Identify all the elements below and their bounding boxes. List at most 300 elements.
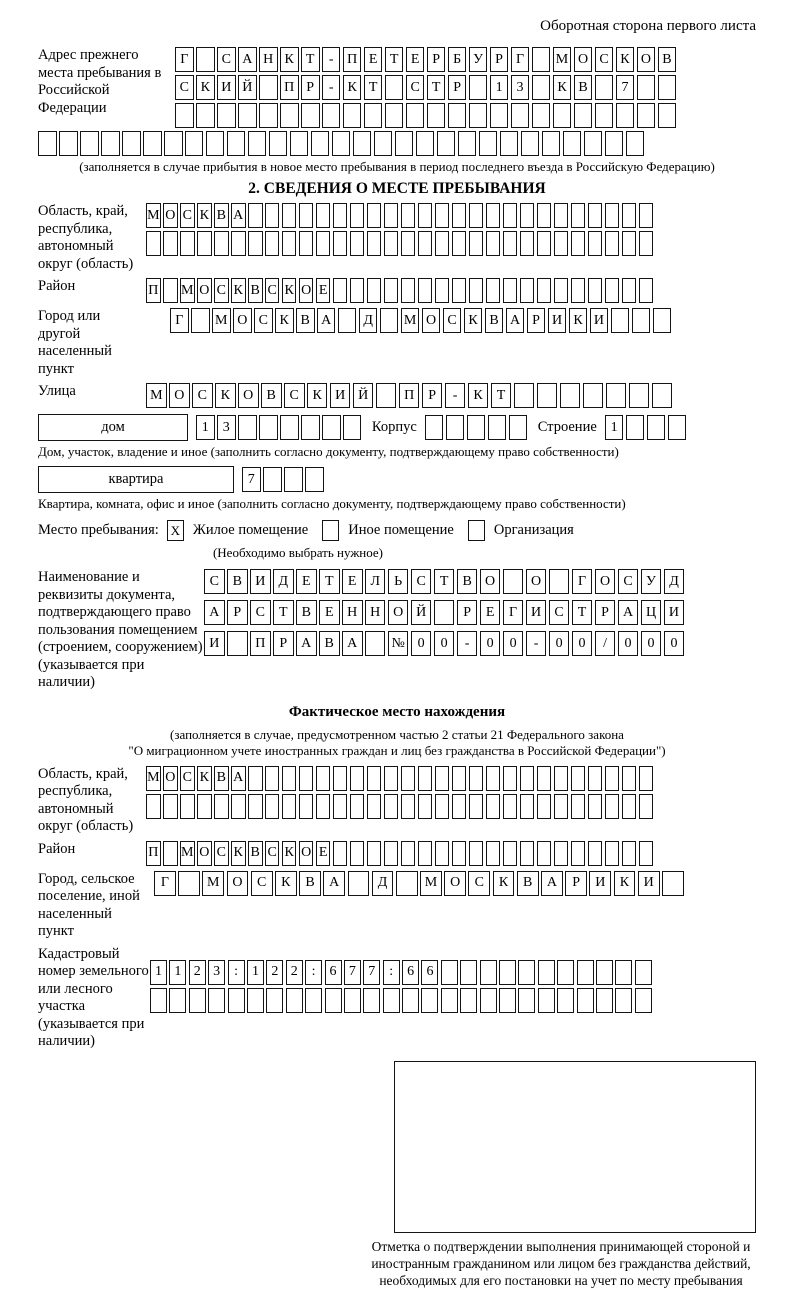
char-box[interactable] [647, 415, 666, 440]
char-box[interactable] [350, 841, 365, 866]
char-box[interactable]: С [214, 841, 229, 866]
char-box[interactable] [421, 988, 438, 1013]
char-box[interactable] [639, 766, 654, 791]
char-box[interactable]: С [180, 766, 195, 791]
char-box[interactable]: - [457, 631, 478, 656]
char-box[interactable] [238, 415, 257, 440]
char-box[interactable]: Й [411, 600, 432, 625]
char-box[interactable] [503, 231, 518, 256]
char-box[interactable] [299, 203, 314, 228]
char-box[interactable]: К [307, 383, 328, 408]
char-box[interactable] [248, 794, 263, 819]
char-box[interactable]: 1 [605, 415, 624, 440]
char-box[interactable] [384, 794, 399, 819]
char-box[interactable] [622, 841, 637, 866]
char-box[interactable]: О [299, 841, 314, 866]
char-box[interactable] [384, 231, 399, 256]
char-box[interactable]: Р [490, 47, 509, 72]
char-box[interactable]: Е [364, 47, 383, 72]
char-box[interactable] [588, 231, 603, 256]
char-box[interactable]: К [231, 278, 246, 303]
char-box[interactable] [452, 231, 467, 256]
char-box[interactable] [301, 415, 320, 440]
char-box[interactable] [146, 794, 161, 819]
char-box[interactable] [350, 794, 365, 819]
char-box[interactable] [639, 278, 654, 303]
char-box[interactable] [435, 766, 450, 791]
char-box[interactable]: А [317, 308, 336, 333]
char-box[interactable] [401, 231, 416, 256]
char-box[interactable]: В [214, 766, 229, 791]
char-box[interactable]: С [443, 308, 462, 333]
char-box[interactable]: О [388, 600, 409, 625]
char-box[interactable]: 2 [189, 960, 206, 985]
char-box[interactable]: В [517, 871, 539, 896]
char-box[interactable] [626, 415, 645, 440]
char-box[interactable] [282, 766, 297, 791]
char-box[interactable]: 3 [217, 415, 236, 440]
char-box[interactable] [605, 203, 620, 228]
char-box[interactable]: 3 [208, 960, 225, 985]
char-box[interactable] [446, 415, 465, 440]
char-box[interactable]: Т [427, 75, 446, 100]
char-box[interactable] [316, 794, 331, 819]
char-box[interactable] [427, 103, 446, 128]
char-box[interactable] [384, 203, 399, 228]
char-box[interactable] [520, 841, 535, 866]
char-box[interactable] [637, 75, 656, 100]
char-box[interactable]: И [204, 631, 225, 656]
char-box[interactable] [164, 131, 183, 156]
char-box[interactable]: Ц [641, 600, 662, 625]
char-box[interactable] [248, 203, 263, 228]
char-box[interactable]: К [215, 383, 236, 408]
char-box[interactable] [163, 841, 178, 866]
char-box[interactable] [214, 794, 229, 819]
char-box[interactable] [584, 131, 603, 156]
char-box[interactable] [217, 103, 236, 128]
char-box[interactable]: А [506, 308, 525, 333]
char-box[interactable]: 1 [169, 960, 186, 985]
char-box[interactable] [560, 383, 581, 408]
char-box[interactable] [577, 960, 594, 985]
char-box[interactable]: Т [273, 600, 294, 625]
char-box[interactable]: Р [527, 308, 546, 333]
char-box[interactable]: Г [511, 47, 530, 72]
char-box[interactable] [238, 103, 257, 128]
char-box[interactable] [554, 766, 569, 791]
char-box[interactable] [248, 766, 263, 791]
char-box[interactable]: П [399, 383, 420, 408]
char-box[interactable]: И [330, 383, 351, 408]
char-box[interactable] [435, 231, 450, 256]
char-box[interactable]: Т [572, 600, 593, 625]
char-box[interactable] [460, 988, 477, 1013]
char-box[interactable] [629, 383, 650, 408]
char-box[interactable] [639, 231, 654, 256]
char-box[interactable]: К [280, 47, 299, 72]
char-box[interactable] [467, 415, 486, 440]
char-box[interactable] [374, 131, 393, 156]
char-box[interactable] [333, 231, 348, 256]
char-box[interactable] [332, 131, 351, 156]
char-box[interactable] [611, 308, 630, 333]
char-box[interactable]: 7 [344, 960, 361, 985]
char-box[interactable]: С [251, 871, 273, 896]
char-box[interactable]: Т [434, 569, 455, 594]
char-box[interactable] [265, 794, 280, 819]
char-box[interactable]: У [469, 47, 488, 72]
char-box[interactable] [185, 131, 204, 156]
char-box[interactable] [196, 103, 215, 128]
char-box[interactable]: 0 [411, 631, 432, 656]
char-box[interactable] [365, 631, 386, 656]
char-box[interactable] [658, 75, 677, 100]
char-box[interactable] [622, 766, 637, 791]
char-box[interactable] [248, 131, 267, 156]
char-box[interactable] [520, 231, 535, 256]
char-box[interactable] [605, 231, 620, 256]
char-box[interactable]: 7 [363, 960, 380, 985]
char-box[interactable]: : [383, 960, 400, 985]
char-box[interactable] [637, 103, 656, 128]
char-box[interactable]: С [468, 871, 490, 896]
char-box[interactable] [299, 231, 314, 256]
char-box[interactable]: : [228, 960, 245, 985]
char-box[interactable]: И [548, 308, 567, 333]
char-box[interactable] [418, 278, 433, 303]
char-box[interactable] [384, 841, 399, 866]
char-box[interactable]: Г [175, 47, 194, 72]
char-box[interactable] [583, 383, 604, 408]
char-box[interactable]: Е [342, 569, 363, 594]
char-box[interactable] [367, 766, 382, 791]
char-box[interactable]: Л [365, 569, 386, 594]
char-box[interactable]: К [282, 841, 297, 866]
char-box[interactable]: А [204, 600, 225, 625]
char-box[interactable]: 7 [616, 75, 635, 100]
char-box[interactable]: Й [353, 383, 374, 408]
char-box[interactable]: В [248, 841, 263, 866]
char-box[interactable]: 0 [503, 631, 524, 656]
char-box[interactable] [652, 383, 673, 408]
char-box[interactable] [622, 794, 637, 819]
char-box[interactable] [228, 988, 245, 1013]
char-box[interactable] [605, 278, 620, 303]
char-box[interactable] [479, 131, 498, 156]
char-box[interactable] [316, 231, 331, 256]
char-box[interactable]: С [411, 569, 432, 594]
char-box[interactable] [537, 766, 552, 791]
char-box[interactable]: О [163, 766, 178, 791]
char-box[interactable] [350, 203, 365, 228]
char-box[interactable] [605, 841, 620, 866]
char-box[interactable] [343, 415, 362, 440]
char-box[interactable] [227, 631, 248, 656]
char-box[interactable] [532, 103, 551, 128]
char-box[interactable]: С [180, 203, 195, 228]
char-box[interactable] [554, 794, 569, 819]
char-box[interactable] [350, 231, 365, 256]
char-box[interactable] [333, 841, 348, 866]
char-box[interactable] [395, 131, 414, 156]
char-box[interactable] [588, 203, 603, 228]
char-box[interactable]: - [322, 75, 341, 100]
char-box[interactable]: О [169, 383, 190, 408]
char-box[interactable]: И [250, 569, 271, 594]
char-box[interactable]: П [250, 631, 271, 656]
char-box[interactable] [441, 960, 458, 985]
char-box[interactable]: Р [227, 600, 248, 625]
char-box[interactable]: С [254, 308, 273, 333]
char-box[interactable]: С [250, 600, 271, 625]
char-box[interactable] [480, 960, 497, 985]
char-box[interactable] [227, 131, 246, 156]
char-box[interactable] [282, 231, 297, 256]
char-box[interactable] [554, 278, 569, 303]
char-box[interactable]: О [227, 871, 249, 896]
char-box[interactable] [191, 308, 210, 333]
char-box[interactable]: А [323, 871, 345, 896]
char-box[interactable] [460, 960, 477, 985]
char-box[interactable]: К [231, 841, 246, 866]
char-box[interactable] [367, 841, 382, 866]
char-box[interactable] [416, 131, 435, 156]
char-box[interactable] [333, 794, 348, 819]
char-box[interactable] [401, 203, 416, 228]
char-box[interactable] [571, 203, 586, 228]
char-box[interactable] [418, 794, 433, 819]
char-box[interactable] [367, 231, 382, 256]
char-box[interactable]: К [343, 75, 362, 100]
char-box[interactable] [622, 231, 637, 256]
char-box[interactable] [265, 231, 280, 256]
char-box[interactable] [520, 278, 535, 303]
char-box[interactable]: Р [457, 600, 478, 625]
char-box[interactable] [458, 131, 477, 156]
char-box[interactable]: О [238, 383, 259, 408]
char-box[interactable] [499, 960, 516, 985]
char-box[interactable]: 0 [664, 631, 685, 656]
char-box[interactable] [282, 203, 297, 228]
char-box[interactable]: О [197, 841, 212, 866]
char-box[interactable]: Д [273, 569, 294, 594]
char-box[interactable] [503, 841, 518, 866]
char-box[interactable] [180, 231, 195, 256]
char-box[interactable] [571, 794, 586, 819]
char-box[interactable] [396, 871, 418, 896]
char-box[interactable] [488, 415, 507, 440]
char-box[interactable] [265, 203, 280, 228]
char-box[interactable]: 2 [286, 960, 303, 985]
char-box[interactable]: М [401, 308, 420, 333]
char-box[interactable] [469, 231, 484, 256]
char-box[interactable]: С [204, 569, 225, 594]
char-box[interactable] [418, 766, 433, 791]
char-box[interactable] [259, 103, 278, 128]
char-box[interactable] [520, 794, 535, 819]
char-box[interactable] [588, 794, 603, 819]
char-box[interactable] [577, 988, 594, 1013]
char-box[interactable] [595, 75, 614, 100]
char-box[interactable] [163, 278, 178, 303]
char-box[interactable]: Г [503, 600, 524, 625]
char-box[interactable] [406, 103, 425, 128]
char-box[interactable]: Т [385, 47, 404, 72]
char-box[interactable]: С [265, 841, 280, 866]
char-box[interactable] [622, 203, 637, 228]
char-box[interactable]: Т [491, 383, 512, 408]
char-box[interactable] [469, 278, 484, 303]
char-box[interactable] [639, 203, 654, 228]
char-box[interactable] [59, 131, 78, 156]
char-box[interactable]: Ь [388, 569, 409, 594]
char-box[interactable]: О [299, 278, 314, 303]
char-box[interactable] [469, 766, 484, 791]
char-box[interactable]: Т [301, 47, 320, 72]
char-box[interactable]: П [146, 841, 161, 866]
char-box[interactable] [284, 467, 303, 492]
char-box[interactable] [401, 841, 416, 866]
char-box[interactable]: 6 [325, 960, 342, 985]
char-box[interactable]: В [319, 631, 340, 656]
char-box[interactable]: 1 [196, 415, 215, 440]
char-box[interactable] [301, 103, 320, 128]
char-box[interactable]: И [217, 75, 236, 100]
char-box[interactable]: С [265, 278, 280, 303]
char-box[interactable] [333, 203, 348, 228]
char-box[interactable]: - [526, 631, 547, 656]
char-box[interactable]: А [231, 203, 246, 228]
char-box[interactable] [384, 766, 399, 791]
char-box[interactable] [214, 231, 229, 256]
char-box[interactable] [503, 766, 518, 791]
char-box[interactable] [259, 415, 278, 440]
char-box[interactable] [632, 308, 651, 333]
char-box[interactable]: М [553, 47, 572, 72]
char-box[interactable]: 6 [402, 960, 419, 985]
char-box[interactable]: Р [301, 75, 320, 100]
char-box[interactable] [469, 75, 488, 100]
char-box[interactable]: М [202, 871, 224, 896]
char-box[interactable]: О [197, 278, 212, 303]
char-box[interactable] [383, 988, 400, 1013]
char-box[interactable] [557, 960, 574, 985]
char-box[interactable]: 3 [511, 75, 530, 100]
char-box[interactable] [163, 231, 178, 256]
char-box[interactable] [635, 988, 652, 1013]
char-box[interactable]: 0 [549, 631, 570, 656]
char-box[interactable]: К [197, 203, 212, 228]
char-box[interactable] [364, 103, 383, 128]
char-box[interactable] [521, 131, 540, 156]
char-box[interactable] [596, 960, 613, 985]
char-box[interactable]: В [227, 569, 248, 594]
char-box[interactable] [503, 203, 518, 228]
char-box[interactable] [500, 131, 519, 156]
char-box[interactable] [384, 278, 399, 303]
char-box[interactable] [509, 415, 528, 440]
char-box[interactable]: П [280, 75, 299, 100]
char-box[interactable]: Р [273, 631, 294, 656]
char-box[interactable]: М [180, 278, 195, 303]
char-box[interactable] [622, 278, 637, 303]
char-box[interactable] [322, 103, 341, 128]
char-box[interactable]: Т [319, 569, 340, 594]
char-box[interactable] [401, 278, 416, 303]
char-box[interactable]: С [618, 569, 639, 594]
char-box[interactable]: Н [342, 600, 363, 625]
char-box[interactable] [385, 103, 404, 128]
char-box[interactable] [469, 841, 484, 866]
char-box[interactable] [402, 988, 419, 1013]
char-box[interactable] [316, 766, 331, 791]
char-box[interactable]: 1 [247, 960, 264, 985]
char-box[interactable] [639, 794, 654, 819]
char-box[interactable] [316, 203, 331, 228]
char-box[interactable]: - [322, 47, 341, 72]
char-box[interactable] [206, 131, 225, 156]
char-box[interactable] [80, 131, 99, 156]
char-box[interactable] [305, 467, 324, 492]
char-box[interactable]: В [299, 871, 321, 896]
char-box[interactable]: Г [572, 569, 593, 594]
char-box[interactable]: И [638, 871, 660, 896]
char-box[interactable]: 1 [150, 960, 167, 985]
char-box[interactable]: О [526, 569, 547, 594]
char-box[interactable] [452, 203, 467, 228]
char-box[interactable] [169, 988, 186, 1013]
char-box[interactable]: К [275, 308, 294, 333]
char-box[interactable] [208, 988, 225, 1013]
char-box[interactable] [537, 841, 552, 866]
char-box[interactable] [588, 841, 603, 866]
char-box[interactable] [480, 988, 497, 1013]
char-box[interactable] [380, 308, 399, 333]
char-box[interactable] [486, 766, 501, 791]
char-box[interactable] [299, 794, 314, 819]
char-box[interactable] [401, 794, 416, 819]
char-box[interactable]: № [388, 631, 409, 656]
char-box[interactable]: С [284, 383, 305, 408]
char-box[interactable]: 2 [266, 960, 283, 985]
char-box[interactable] [503, 278, 518, 303]
char-box[interactable] [259, 75, 278, 100]
char-box[interactable] [553, 103, 572, 128]
char-box[interactable] [452, 278, 467, 303]
char-box[interactable]: О [480, 569, 501, 594]
char-box[interactable]: Р [565, 871, 587, 896]
char-box[interactable] [615, 960, 632, 985]
char-box[interactable]: 0 [480, 631, 501, 656]
char-box[interactable]: С [217, 47, 236, 72]
char-box[interactable] [452, 794, 467, 819]
char-box[interactable] [367, 794, 382, 819]
char-box[interactable] [469, 794, 484, 819]
char-box[interactable]: Р [422, 383, 443, 408]
char-box[interactable] [574, 103, 593, 128]
char-box[interactable]: А [618, 600, 639, 625]
char-box[interactable]: В [261, 383, 282, 408]
char-box[interactable]: К [282, 278, 297, 303]
char-box[interactable] [626, 131, 645, 156]
char-box[interactable] [486, 203, 501, 228]
checkbox-organizatsiya[interactable] [468, 520, 485, 541]
char-box[interactable]: О [444, 871, 466, 896]
char-box[interactable] [571, 766, 586, 791]
char-box[interactable] [542, 131, 561, 156]
char-box[interactable]: М [146, 203, 161, 228]
